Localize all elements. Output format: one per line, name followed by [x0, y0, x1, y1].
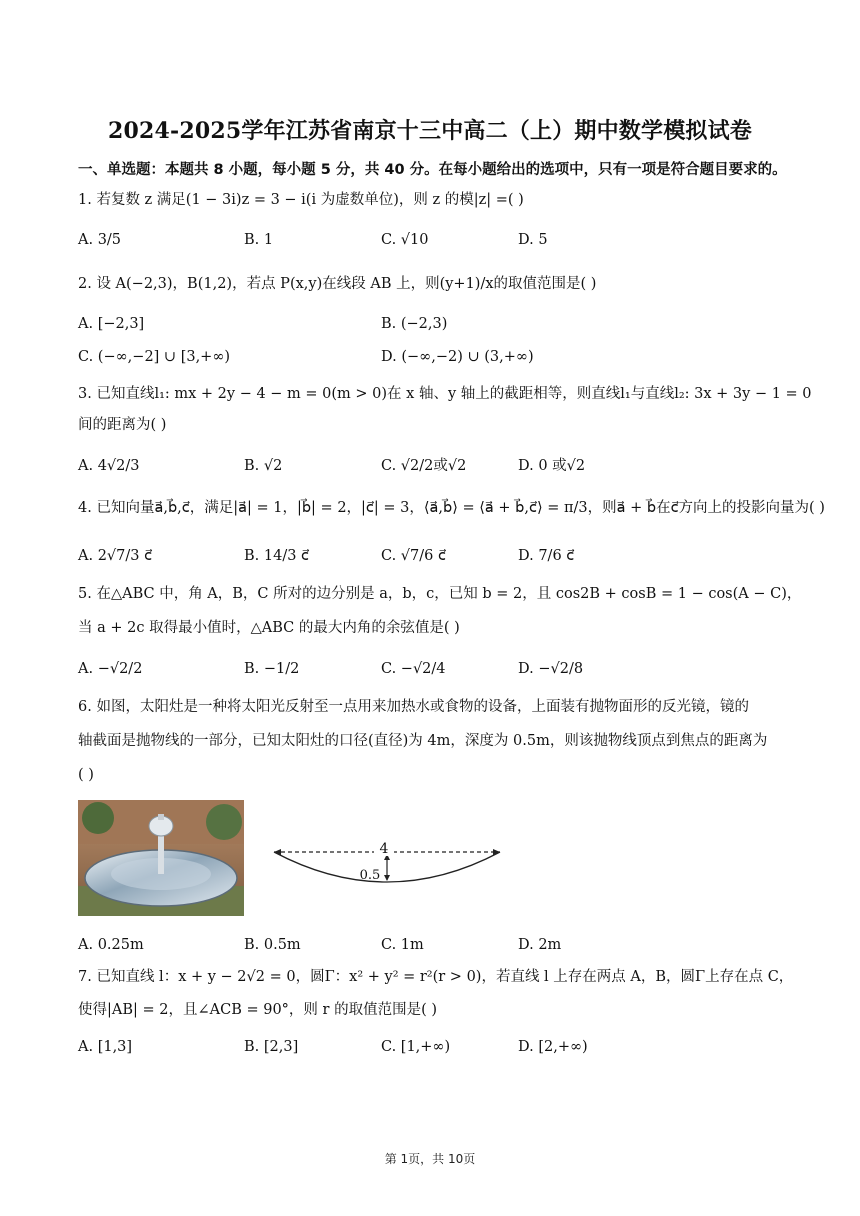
down-arrow-icon: [384, 875, 390, 881]
q5-option-b: B. −1/2: [244, 661, 300, 677]
q3-option-c: C. √2/2或√2: [381, 458, 467, 474]
question-6-stem-line-3: ( ): [78, 767, 94, 783]
q4-option-b: B. 14/3 c⃗: [244, 548, 310, 564]
q4-option-d: D. 7/6 c⃗: [518, 548, 575, 564]
q5-option-c: C. −√2/4: [381, 661, 446, 677]
question-5-stem-line-2: 当 a + 2c 取得最小值时，△ABC 的最大内角的余弦值是( ): [78, 620, 460, 636]
q3-option-d: D. 0 或√2: [518, 458, 586, 474]
q6-option-d: D. 2m: [518, 937, 562, 953]
depth-label: 0.5: [359, 868, 381, 883]
q6-option-a: A. 0.25m: [78, 937, 144, 953]
q1-option-a: A. 3/5: [78, 232, 122, 248]
q1-option-c: C. √10: [381, 232, 429, 248]
q2-option-d: D. (−∞,−2) ∪ (3,+∞): [381, 349, 534, 365]
question-7-stem-line-2: 使得|AB| = 2，且∠ACB = 90°，则 r 的取值范围是( ): [78, 1002, 438, 1018]
q7-option-d: D. [2,+∞): [518, 1039, 588, 1055]
q7-option-a: A. [1,3]: [78, 1039, 133, 1055]
parabola-diagram: [270, 838, 504, 894]
q1-option-b: B. 1: [244, 232, 274, 248]
question-3-stem-line-1: 3. 已知直线l₁: mx + 2y − 4 − m = 0(m > 0)在 x 轴、y 轴上的截距相等，则直线l₁与直线l₂: 3x + 3y − 1 = 0: [78, 386, 812, 402]
width-label: 4: [379, 841, 389, 857]
question-3-stem-line-2: 间的距离为( ): [78, 417, 167, 433]
q4-option-c: C. √7/6 c⃗: [381, 548, 446, 564]
question-6-stem-line-1: 6. 如图，太阳灶是一种将太阳光反射至一点用来加热水或食物的设备，上面装有抛物面形的反光镜，镜的: [78, 699, 749, 715]
question-2-stem: 2. 设 A(−2,3)，B(1,2)，若点 P(x,y)在线段 AB 上，则(y+1)/x的取值范围是( ): [78, 276, 597, 292]
q1-option-d: D. 5: [518, 232, 548, 248]
q5-option-d: D. −√2/8: [518, 661, 584, 677]
section-heading: 一、单选题：本题共 8 小题，每小题 5 分，共 40 分。在每小题给出的选项中，只有一项是符合题目要求的。: [78, 162, 787, 178]
q2-option-b: B. (−2,3): [381, 316, 448, 332]
q3-option-a: A. 4√2/3: [78, 458, 140, 474]
q6-option-b: B. 0.5m: [244, 937, 301, 953]
question-5-stem-line-1: 5. 在△ABC 中，角 A，B，C 所对的边分别是 a，b，c，已知 b = 2，且 cos2B + cosB = 1 − cos(A − C)，: [78, 586, 802, 602]
q2-option-c: C. (−∞,−2] ∪ [3,+∞): [78, 349, 231, 365]
question-7-stem-line-1: 7. 已知直线 l：x + y − 2√2 = 0，圆Γ：x² + y² = r²(r > 0)，若直线 l 上存在两点 A，B，圆Γ上存在点 C，: [78, 969, 794, 985]
solar-cooker-photo: [78, 800, 244, 916]
q5-option-a: A. −√2/2: [78, 661, 143, 677]
page-title: 2024-2025学年江苏省南京十三中高二（上）期中数学模拟试卷: [108, 118, 752, 144]
q4-option-a: A. 2√7/3 c⃗: [78, 548, 153, 564]
question-4-stem: 4. 已知向量a⃗,b⃗,c⃗，满足|a⃗| = 1，|b⃗| = 2，|c⃗| = 3，⟨a⃗,b⃗⟩ = ⟨a⃗ + b⃗,c⃗⟩ = π/3，则a⃗ + b⃗在c⃗方向上的投影向量为( ): [78, 500, 825, 516]
q2-option-a: A. [−2,3]: [78, 316, 145, 332]
q3-option-b: B. √2: [244, 458, 283, 474]
page-footer: 第 1页，共 10页: [384, 1152, 476, 1166]
q7-option-b: B. [2,3]: [244, 1039, 299, 1055]
q6-option-c: C. 1m: [381, 937, 424, 953]
question-6-stem-line-2: 轴截面是抛物线的一部分，已知太阳灶的口径(直径)为 4m，深度为 0.5m，则该抛物线顶点到焦点的距离为: [78, 733, 768, 749]
question-1-stem: 1. 若复数 z 满足(1 − 3i)z = 3 − i(i 为虚数单位)，则 z 的模|z| =( ): [78, 192, 524, 208]
q7-option-c: C. [1,+∞): [381, 1039, 451, 1055]
